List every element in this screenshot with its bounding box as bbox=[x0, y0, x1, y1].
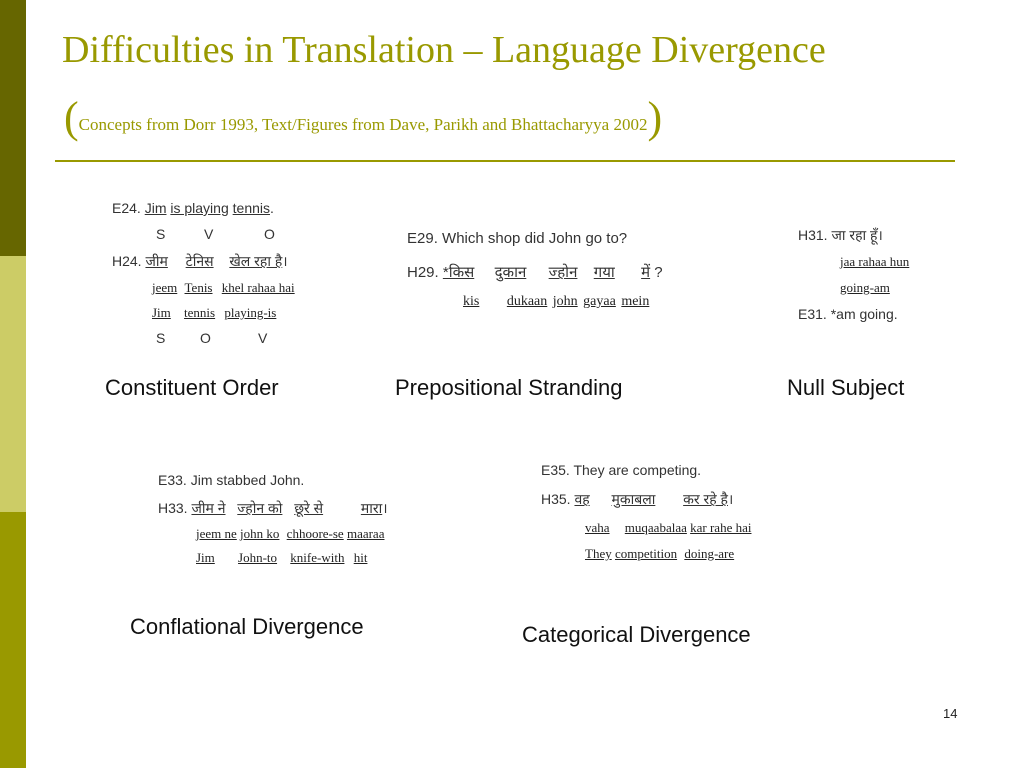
sidebar-block-middle bbox=[0, 256, 26, 512]
e24-line bbox=[112, 200, 274, 216]
h29-translit-1: kis bbox=[463, 294, 480, 309]
h33-translit-4: maaraa bbox=[346, 526, 385, 541]
h31-text: जा रहा हूँ। bbox=[831, 227, 883, 243]
h24-role-o: O bbox=[200, 330, 211, 346]
subtitle-close-paren: ) bbox=[647, 93, 663, 142]
subtitle-text: Concepts from Dorr 1993, Text/Figures from Dave, Parikh and Bhattacharyya 2002 bbox=[78, 115, 648, 134]
h31-line bbox=[798, 226, 883, 245]
example-categorical-divergence bbox=[541, 462, 801, 562]
h24-line bbox=[112, 252, 288, 271]
e24-label: E24. bbox=[112, 200, 141, 216]
h29-word-5: में bbox=[641, 264, 651, 281]
e31-line bbox=[798, 306, 898, 322]
h33-translit-1: jeem ne bbox=[196, 526, 237, 541]
h29-word-4: गया bbox=[593, 264, 615, 281]
h35-line bbox=[541, 490, 733, 509]
h35-translit-1: vaha bbox=[585, 520, 610, 535]
h29-word-2: दुकान bbox=[494, 264, 527, 281]
example-conflational-divergence bbox=[158, 472, 428, 572]
page-number: 14 bbox=[943, 706, 958, 721]
h33-gloss-3: knife-with bbox=[290, 550, 345, 565]
h33-word-2: ज्होन को bbox=[237, 500, 283, 516]
e35-label: E35. bbox=[541, 462, 570, 478]
h24-gloss-1: Jim bbox=[152, 305, 171, 320]
e31-text: *am going. bbox=[830, 306, 898, 322]
h33-translit bbox=[196, 526, 384, 542]
title-divider bbox=[55, 160, 955, 162]
h33-gloss bbox=[196, 550, 367, 566]
h24-translit-2: Tenis bbox=[184, 280, 213, 295]
h29-translit-2: dukaan bbox=[506, 294, 548, 309]
h29-translit bbox=[463, 294, 649, 310]
e33-line bbox=[158, 472, 304, 488]
h29-word-3: ज्होन bbox=[548, 264, 578, 281]
h31-label: H31. bbox=[798, 227, 828, 243]
h29-translit-3: john bbox=[552, 294, 578, 309]
h33-danda: । bbox=[382, 500, 388, 516]
e35-text: They are competing. bbox=[573, 462, 702, 478]
h31-translit: jaa rahaa hun bbox=[840, 254, 910, 269]
h29-translit-5: mein bbox=[621, 294, 650, 309]
caption-categorical-divergence: Categorical Divergence bbox=[522, 622, 751, 647]
h35-gloss-1: They bbox=[585, 546, 612, 561]
h33-word-4: मारा bbox=[360, 500, 383, 516]
h35-word-3: कर रहे है bbox=[683, 491, 728, 507]
h24-translit-1: jeem bbox=[152, 280, 178, 295]
e33-label: E33. bbox=[158, 472, 187, 488]
h33-line bbox=[158, 499, 388, 518]
h24-danda: । bbox=[282, 253, 288, 269]
h33-translit-3: chhoore-se bbox=[286, 526, 344, 541]
h35-translit bbox=[585, 520, 751, 536]
h24-translit bbox=[152, 280, 295, 296]
caption-null-subject: Null Subject bbox=[787, 375, 905, 400]
example-prepositional-stranding bbox=[407, 230, 707, 320]
subtitle-open-paren: ( bbox=[64, 93, 79, 142]
h35-translit-2: muqaabalaa bbox=[624, 520, 687, 535]
e35-line bbox=[541, 462, 701, 478]
h35-label: H35. bbox=[541, 491, 571, 507]
e24-word-subject: Jim bbox=[144, 200, 167, 216]
sidebar-block-top bbox=[0, 0, 26, 256]
slide-title: Difficulties in Translation – Language Divergence bbox=[62, 29, 826, 71]
h29-line bbox=[407, 262, 663, 282]
h35-translit-3: kar rahe hai bbox=[690, 520, 752, 535]
h29-question: ? bbox=[654, 264, 663, 281]
h35-danda: । bbox=[727, 491, 734, 507]
e24-role-o: O bbox=[264, 226, 275, 242]
h31-gloss: going-am bbox=[840, 280, 890, 295]
h24-label: H24. bbox=[112, 253, 142, 269]
e24-word-verb: is playing bbox=[170, 200, 229, 216]
caption-conflational-divergence: Conflational Divergence bbox=[130, 614, 364, 639]
h33-word-1: जीम ने bbox=[191, 500, 226, 516]
caption-prepositional-stranding: Prepositional Stranding bbox=[395, 375, 623, 400]
h29-label: H29. bbox=[407, 264, 439, 281]
h24-word-3: खेल रहा है bbox=[229, 253, 283, 269]
e29-text: Which shop did John go to? bbox=[442, 230, 628, 247]
h24-role-s: S bbox=[156, 330, 166, 346]
h33-gloss-4: hit bbox=[353, 550, 368, 565]
h33-gloss-1: Jim bbox=[196, 550, 215, 565]
example-constituent-order bbox=[112, 198, 352, 353]
h35-gloss-3: doing-are bbox=[684, 546, 735, 561]
e29-label: E29. bbox=[407, 230, 438, 247]
e24-period: . bbox=[270, 200, 274, 216]
e29-line bbox=[407, 230, 627, 247]
h33-translit-2: john ko bbox=[240, 526, 280, 541]
sidebar-block-bottom bbox=[0, 512, 26, 768]
e24-role-s: S bbox=[156, 226, 166, 242]
caption-constituent-order: Constituent Order bbox=[105, 375, 279, 400]
e31-label: E31. bbox=[798, 306, 827, 322]
e33-text: Jim stabbed John. bbox=[190, 472, 305, 488]
h33-label: H33. bbox=[158, 500, 188, 516]
h35-gloss-2: competition bbox=[614, 546, 678, 561]
h35-word-1: वह bbox=[574, 491, 590, 507]
h24-translit-3: khel rahaa hai bbox=[221, 280, 295, 295]
sidebar-stripe bbox=[0, 0, 26, 768]
h24-word-1: जीम bbox=[145, 253, 168, 269]
h29-translit-4: gayaa bbox=[583, 294, 616, 309]
h24-gloss-3: playing-is bbox=[224, 305, 277, 320]
h33-gloss-2: John-to bbox=[238, 550, 278, 565]
e24-role-v: V bbox=[204, 226, 214, 242]
h24-gloss-2: tennis bbox=[184, 305, 216, 320]
h35-word-2: मुकाबला bbox=[611, 491, 656, 507]
h24-role-v: V bbox=[258, 330, 268, 346]
h24-word-2: टेनिस bbox=[185, 253, 214, 269]
h35-gloss bbox=[585, 546, 734, 562]
h24-gloss bbox=[152, 305, 276, 321]
slide-subtitle bbox=[64, 92, 964, 143]
h29-word-1: *किस bbox=[442, 264, 475, 281]
e24-word-object: tennis bbox=[232, 200, 270, 216]
h33-word-3: छूरे से bbox=[294, 500, 324, 516]
example-null-subject bbox=[798, 226, 958, 326]
